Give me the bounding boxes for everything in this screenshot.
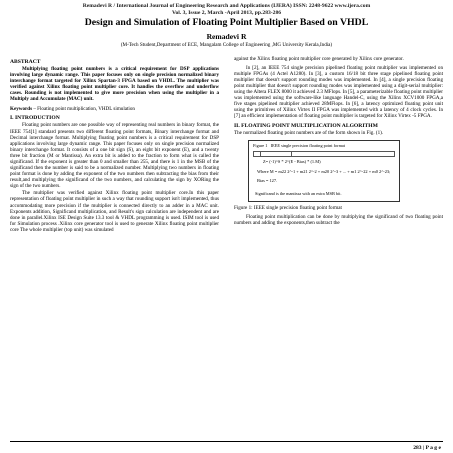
section-2-heading: II. FLOATING POINT MULTIPLICATION ALGORITHM	[234, 122, 378, 129]
mantissa-field	[292, 152, 394, 156]
introduction-heading: I. INTRODUCTION	[10, 115, 60, 122]
sign-field	[254, 152, 261, 156]
equation-z: Z= (-1)^S * 2^(E - Bias) * (1.M)	[263, 158, 321, 164]
volume-line: Vol. 3, Issue 2, March -April 2013, pp.283-286	[171, 9, 282, 16]
author-name: Remadevi R	[206, 31, 247, 41]
equation-bias: Bias = 127.	[257, 177, 278, 183]
right-paragraph-2: In [2], an IEEE 754 single precision pipelined floating point multiplier was implemented on multiple FPGAs (4 Actel A1280). In [3], a custom 16/18 bit three stage pipelined floating point multiplier that doesn't support rounding modes was implemented. In [4], a single precision floating point multiplier that doesn't support rounding modes was implemented using a digit-serial multiplier: using the Altera FLEX 8000 it achieved 2.3 MFlops. In [5], a parameterizable floating point multiplier was implemented using the software-like language Handel-C, using the Xilinx XCV1000 FPGA,a five stages pipelined multiplier achieved 28MFlops. In [6], a latency optimized floating point unit using the primitives of Xilinx Virtex II FPGA was implemented with a latency of 4 clock cycles. In [7] an efficient implementation of floating point multiplier is targeted for Xilinx Virtex -5 FPGA.	[234, 64, 443, 120]
figure-1-title: IEEE single precision floating point format	[270, 142, 346, 148]
abstract-text: Multiplying floating point numbers is a critical requirement for DSP applications involving large dynamic range. This paper focuses only on single precision normalized binary interchange format targeted for Xilinx Spartan-3 FPGA based on VHDL. The multiplier was verified against Xilinx floating point multiplier core. It handles the overflow and underflow cases. Rounding is not implemented to give more precision when using the multiplier in a Multiply and Accumulate (MAC) unit.	[10, 65, 219, 103]
paper-title: Design and Simulation of Floating Point Multiplier Based on VHDL	[84, 17, 369, 29]
introduction-paragraph-1: Floating point numbers are one possible way of representing real numbers in binary format, the IEEE 754[1] standard presents two different floating point formats, Binary interchange format and Decimal interchange format. Multiplying floating point numbers is a critical requirement for DSP applications involving large dynamic range. This paper focuses only on single precision normalized binary interchange format. It consists of a one bit sign (S), an eight bit exponent (E), and a twenty three bit fraction (M or Mantissa). An extra bit is added to the fraction to form what is called the significand. If the exponent is greater than 0 and smaller than 255, and there is 1 in the MSB of the significand then the number is said to be a normalized number. Multiplying two numbers in floating point format is done by adding the exponent of the two numbers then subtracting the bias from their result,and multiplying the significand of the two numbers, and calculating the sign by XORing the sign of the two numbers.	[10, 122, 219, 190]
section-2-paragraph: The normalized floating point numbers are of the form shown in Fig. (1).	[234, 129, 384, 136]
exponent-field	[261, 152, 292, 156]
keywords-label: Keywords	[10, 106, 33, 113]
figure-1-note: Significand is the mantissa with an extra MSB bit.	[255, 190, 342, 196]
figure-1	[248, 140, 400, 202]
author-affiliation: (M-Tech Student,Department of ECE, Mangalam College of Engineering ,MG University Kerala,India)	[120, 41, 333, 48]
equation-mantissa: Where M = m22 2^-1 + m21 2^-2 + m20 2^-3 + ... + m1 2^-22 + m0 2^-23;	[257, 168, 391, 174]
abstract-heading: ABSTRACT	[10, 58, 41, 65]
figure-1-header	[253, 143, 393, 149]
right-paragraph-1: against the Xilinx floating point multiplier core generated by Xilinx core generator.	[234, 55, 404, 62]
right-column	[234, 56, 443, 234]
page-number: 283 | P a g e	[413, 445, 441, 451]
left-column	[10, 56, 219, 234]
figure-1-caption: Figure 1: IEEE single precision floating point format	[234, 204, 342, 211]
right-paragraph-3: Floating point multiplication can be done by multiplying the significand of two floating point numbers and adding the exponents,then subtract the	[234, 213, 443, 226]
figure-1-label: Figure 1	[253, 142, 268, 148]
footer-rule	[10, 441, 443, 442]
keywords	[10, 106, 219, 112]
journal-header: Remadevi R / International Journal of Engineering Research and Applications (IJERA) ISSN: 2248-9622 www.ijera.com	[82, 3, 371, 9]
format-bit-layout	[253, 151, 395, 157]
introduction-paragraph-2: The multiplier was verified against Xilinx floating point multiplier core.In this paper representation of floating point multiplier in such a way that rounding support isn't implemented, thus accommodating more precision if the multiplier is connected directly to an adder in a MAC unit. Exponents addition, Significand multiplication, and Result's sign calculation are independent and are done in parallel.Xilinx ISE Design Suite 13.3 tool & VHDL programming is used. ISIM tool is used for Simulation process .Xilinx core generator tool is used to generate Xilinx floating point multiplier core The whole multiplier (top unit) was simulated	[10, 190, 219, 233]
two-column-body	[10, 56, 443, 234]
keywords-text: – Floating point multiplication, VHDL simulation	[32, 106, 135, 113]
